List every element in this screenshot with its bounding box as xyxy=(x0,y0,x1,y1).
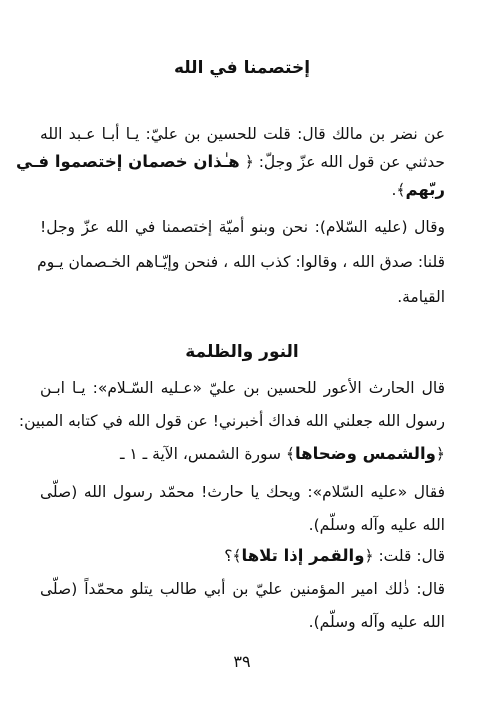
text-line: فقال «عليه السّلام»: ويحك يا حارث! محمّد رسول الله (صلّى xyxy=(40,483,445,501)
text-line-with-quran-verse xyxy=(40,444,445,464)
text-span: حدثني عن قول الله عزّ وجلّ: ﴿ xyxy=(239,153,445,171)
text-span: قال: قلت: ﴿ xyxy=(364,547,445,565)
text-line: القيامة. xyxy=(397,288,445,306)
section-title-disputed-in-god: إختصمنا في الله xyxy=(173,58,311,78)
text-line: عن نضر بن مالك قال: قلت للحسين بن عليّ: يـا أبـا عـبد الله xyxy=(40,125,445,143)
page-number: ٣٩ xyxy=(233,652,251,671)
text-span: ﴾ سورة الشمس، الآية ـ ١ ـ xyxy=(119,445,295,463)
section-title-light-and-darkness: النور والظلمة xyxy=(185,342,299,362)
text-line: الله عليه وآله وسلّم). xyxy=(308,516,445,534)
text-line-with-quran-verse xyxy=(40,546,445,566)
text-span: ﴾؟ xyxy=(224,547,242,565)
text-span: ﴿ xyxy=(435,445,445,463)
text-line: الله عليه وآله وسلّم). xyxy=(308,613,445,631)
text-line-with-quran-verse xyxy=(15,152,445,172)
quran-verse-text: ربّهم xyxy=(405,180,445,199)
text-span: ﴾. xyxy=(391,181,406,199)
quran-verse-text: هـٰذان خصمان إختصموا فـي xyxy=(15,152,240,171)
text-line: قلنا: صدق الله ، وقالوا: كذب الله ، فنحن وإيّـاهم الخـصمان يـوم xyxy=(37,253,445,271)
text-line-verse-end xyxy=(40,180,445,200)
text-line: رسول الله جعلني الله فداك أخبرني! عن قول الله في كتابه المبين: xyxy=(18,412,445,430)
text-line: قال الحارث الأعور للحسين بن عليّ «عـليه السّـلام»: يـا ابـن xyxy=(40,379,445,397)
quran-verse-text: والشمس وضحاها xyxy=(294,444,436,463)
text-line: قال: ذٰلك امير المؤمنين عليّ بن أبي طالب يتلو محمّداً (صلّى xyxy=(40,580,445,598)
text-line: وقال (عليه السّلام): نحن وبنو أميّة إختصمنا في الله عزّ وجل! xyxy=(40,218,445,236)
quran-verse-text: والقمر إذا تلاها xyxy=(241,546,365,565)
